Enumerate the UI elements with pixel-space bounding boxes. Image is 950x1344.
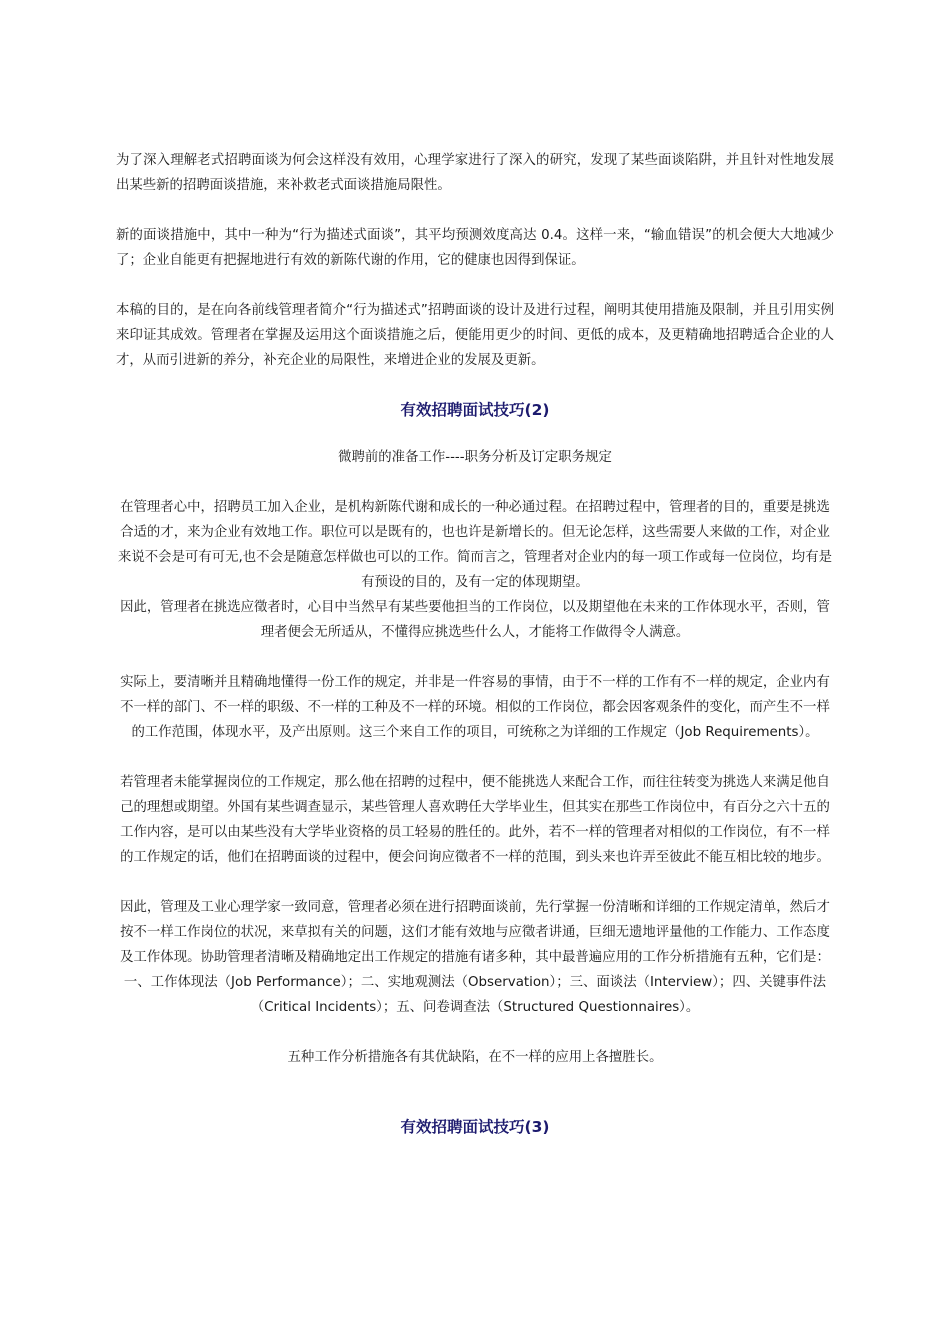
section-2-paragraph-2: 因此，管理者在挑选应徵者时，心目中当然早有某些要他担当的工作岗位，以及期望他在未来的工作体现水平，否则，管理者便会无所适从，不懂得应挑选些什么人，才能将工作做得令人满意。 <box>120 600 830 640</box>
section-2-paragraph-6: 五种工作分析措施各有其优缺陷，在不一样的应用上各擅胜长。 <box>287 1050 663 1065</box>
section-2-heading: 有效招聘面试技巧(2) <box>400 401 550 419</box>
section-2-paragraph-5: 因此，管理及工业心理学家一致同意，管理者必须在进行招聘面谈前，先行掌握一份清晰和详细的工作规定清单，然后才按不一样工作岗位的状况，来草拟有关的问题，这们才能有效地与应徵者讲通，巨细无遗地评量他的工作能力、工作态度及工作体现。协助管理者清晰及精确地定出工作规定的措施有诸多种，其中最普遍应用的工作分析措施有五种，它们是：一、工作体现法（Job Performance）；二、实地观测法（Observation）；三、面谈法（Interview）；四、关键事件法（Critical Incidents）；五、问卷调查法（Structured Questionnaires）。 <box>120 900 830 1015</box>
intro-paragraph-3: 本稿的目的，是在向各前线管理者简介“行为描述式”招聘面谈的设计及进行过程，阐明其使用措施及限制，并且引用实例来印证其成效。管理者在掌握及运用这个面谈措施之后，便能用更少的时间、更低的成本，及更精确地招聘适合企业的人才，从而引进新的养分，补充企业的局限性，来增进企业的发展及更新。 <box>116 303 834 368</box>
section-2-subtitle: 微聘前的准备工作----职务分析及订定职务规定 <box>338 450 612 465</box>
section-2-paragraph-3: 实际上，要清晰并且精确地懂得一份工作的规定，并非是一件容易的事情，由于不一样的工作有不一样的规定，企业内有不一样的部门、不一样的职级、不一样的工种及不一样的环境。相似的工作岗位，都会因客观条件的变化，而产生不一样的工作范围，体现水平，及产出原则。这三个来自工作的项目，可统称之为详细的工作规定（Job Requirements）。 <box>120 675 830 740</box>
intro-paragraph-2: 新的面谈措施中，其中一种为“行为描述式面谈”，其平均预测效度高达 0.4。这样一来，“输血错误”的机会便大大地减少了；企业自能更有把握地进行有效的新陈代谢的作用，它的健康也因得到保证。 <box>116 228 834 268</box>
section-2-paragraph-4: 若管理者未能掌握岗位的工作规定，那么他在招聘的过程中，便不能挑选人来配合工作，而往往转变为挑选人来满足他自己的理想或期望。外国有某些调查显示，某些管理人喜欢聘任大学毕业生，但其实在那些工作岗位中，有百分之六十五的工作内容，是可以由某些没有大学毕业资格的员工轻易的胜任的。此外，若不一样的管理者对相似的工作岗位，有不一样的工作规定的话，他们在招聘面谈的过程中，便会问询应徵者不一样的范围，到头来也许弄至彼此不能互相比较的地步。 <box>120 775 830 865</box>
document-page <box>116 148 834 1140</box>
section-3-heading: 有效招聘面试技巧(3) <box>400 1118 550 1136</box>
intro-paragraph-1: 为了深入理解老式招聘面谈为何会这样没有效用，心理学家进行了深入的研究，发现了某些面谈陷阱，并且针对性地发展出某些新的招聘面谈措施，来补救老式面谈措施局限性。 <box>116 153 834 193</box>
section-2-paragraph-1: 在管理者心中，招聘员工加入企业，是机构新陈代谢和成长的一种必通过程。在招聘过程中，管理者的目的，重要是挑选合适的才，来为企业有效地工作。职位可以是既有的，也也许是新增长的。但无论怎样，这些需要人来做的工作，对企业来说不会是可有可无,也不会是随意怎样做也可以的工作。简而言之，管理者对企业内的每一项工作或每一位岗位，均有是有预设的目的，及有一定的体现期望。 <box>118 500 832 590</box>
